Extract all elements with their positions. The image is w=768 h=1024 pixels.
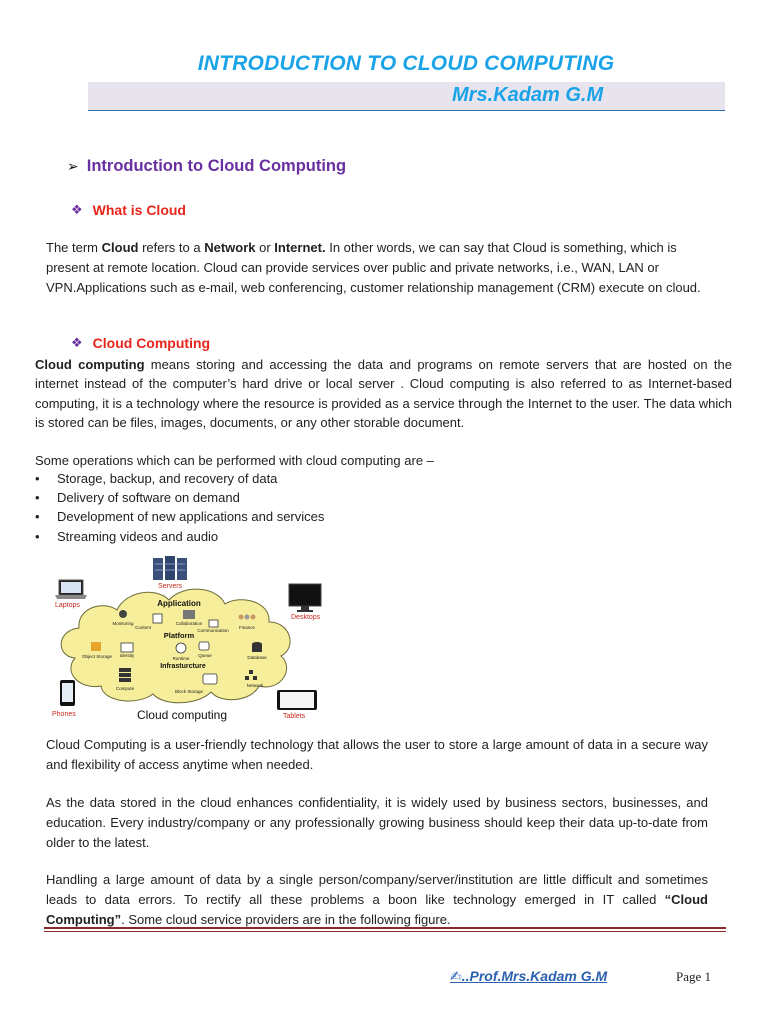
- infrastructure-label: Infrasturcture: [160, 663, 206, 670]
- tablet-icon: [277, 690, 317, 710]
- what-is-cloud-heading: [71, 202, 186, 218]
- compute-icon: [119, 668, 131, 682]
- operations-list: [35, 469, 324, 546]
- svg-text:Network: Network: [246, 683, 264, 688]
- diamond-bullet-icon: ❖: [71, 202, 83, 217]
- footer-rule-thin: [44, 931, 726, 932]
- svg-text:Database: Database: [247, 655, 267, 660]
- collaboration-icon: [183, 610, 195, 619]
- author-band: [88, 82, 725, 111]
- what-is-cloud-paragraph: The term Cloud refers to a Network or Internet. In other words, we can say that Cloud is something, which is present at remote location. Cloud can provide services over public and private networks, i.e., WAN, LAN or VPN.Applications such as e-mail, web conferencing, customer relationship management (CRM) execute on cloud.: [46, 240, 701, 295]
- list-item: • Streaming videos and audio: [35, 527, 324, 546]
- servers-icon: [153, 556, 187, 580]
- laptops-label: Laptops: [55, 602, 80, 609]
- section-heading: [67, 157, 346, 176]
- laptop-icon: [55, 580, 87, 599]
- svg-text:Monitoring: Monitoring: [112, 621, 134, 626]
- desktop-icon: [289, 584, 321, 612]
- svg-text:Collaboration: Collaboration: [175, 621, 203, 626]
- operations-intro: Some operations which can be performed with cloud computing are –: [35, 453, 434, 468]
- desktops-label: Desktops: [291, 614, 321, 621]
- content-icon: [153, 614, 162, 623]
- monitoring-icon: [119, 610, 127, 618]
- list-item: • Development of new applications and services: [35, 507, 324, 526]
- cloud-computing-heading-text: Cloud Computing: [92, 335, 211, 351]
- cloud-computing-diagram: [45, 556, 327, 724]
- identity-icon: [121, 643, 133, 652]
- page-number: Page 1: [676, 969, 712, 984]
- phones-label: Phones: [52, 711, 76, 718]
- cloud-computing-heading: [71, 335, 210, 351]
- svg-text:Block Storage: Block Storage: [174, 689, 204, 694]
- document-title: INTRODUCTION TO CLOUD COMPUTING: [197, 52, 615, 75]
- svg-text:Compute: Compute: [115, 686, 135, 691]
- footer-rule: [44, 927, 726, 929]
- object-storage-icon: [91, 642, 101, 651]
- database-icon: [252, 642, 262, 652]
- svg-text:Runtime: Runtime: [172, 656, 190, 661]
- section-heading-text: Introduction to Cloud Computing: [86, 157, 347, 175]
- author-name: Mrs.Kadam G.M: [452, 84, 604, 106]
- cloud-computing-paragraph: Cloud computing means storing and accessing the data and programs on remote servers that are hosted on the internet instead of the computer’s hard drive or local server . Cloud computing is also referred to as Internet-based computing, it is a technology where the resource is provided as a service through the Internet to the user. The data which is stored can be files, images, documents, or any other storable document.: [35, 357, 732, 430]
- tablets-label: Tablets: [283, 713, 306, 720]
- footer-author: ✍..Prof.Mrs.Kadam G.M: [450, 968, 608, 984]
- svg-text:Object Storage: Object Storage: [81, 654, 113, 659]
- svg-text:Content: Content: [135, 625, 151, 630]
- servers-label: Servers: [157, 583, 183, 590]
- svg-text:Identity: Identity: [119, 653, 135, 658]
- svg-text:Queue: Queue: [198, 653, 212, 658]
- phone-icon: [60, 680, 75, 706]
- svg-text:Finance: Finance: [238, 625, 256, 630]
- diamond-bullet-icon: ❖: [71, 335, 83, 350]
- communication-icon: [209, 620, 218, 627]
- runtime-icon: [176, 643, 186, 653]
- diagram-caption: Cloud computing: [136, 708, 228, 722]
- finance-icon: [239, 615, 256, 620]
- paragraph-confidentiality: As the data stored in the cloud enhances confidentiality, it is widely used by business sectors, businesses, and education. Every industry/company or any professionally growing business should keep their data up-to-date from older to the latest.: [46, 795, 708, 850]
- svg-text:Communication: Communication: [197, 628, 229, 633]
- paragraph-user-friendly: Cloud Computing is a user-friendly technology that allows the user to store a large amount of data in a secure way and flexibility of access anytime when needed.: [46, 737, 708, 772]
- block-storage-icon: [203, 674, 217, 684]
- list-item: • Delivery of software on demand: [35, 488, 324, 507]
- queue-icon: [199, 642, 209, 650]
- list-item: • Storage, backup, and recovery of data: [35, 469, 324, 488]
- what-is-cloud-heading-text: What is Cloud: [92, 202, 186, 218]
- application-label: Application: [157, 599, 201, 608]
- paragraph-handling-data: Handling a large amount of data by a single person/company/server/institution are little difficult and sometimes leads to data errors. To rectify all these problems a boon like technology emerged in IT called “Cloud Computing”. Some cloud service providers are in the following figure.: [46, 872, 708, 927]
- arrow-bullet-icon: ➢: [67, 158, 79, 174]
- platform-label: Platform: [163, 631, 195, 640]
